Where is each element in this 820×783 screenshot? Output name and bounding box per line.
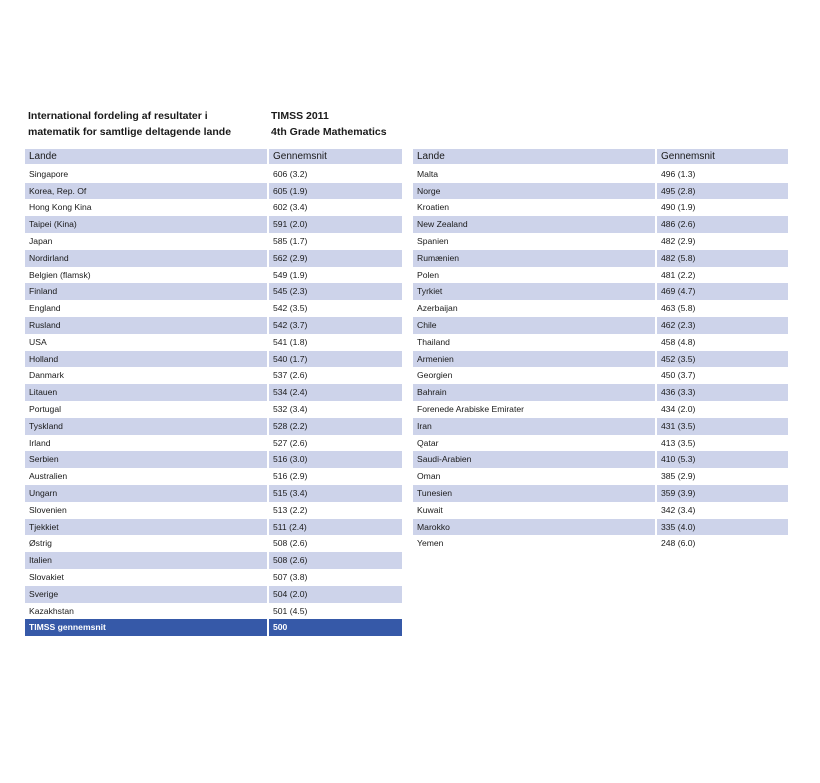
score-cell: 515 (3.4) [269, 485, 402, 502]
country-cell: Tyrkiet [413, 283, 655, 300]
score-cell: 549 (1.9) [269, 267, 402, 284]
table-row [25, 384, 402, 401]
score-cell: 482 (5.8) [657, 250, 788, 267]
country-cell: Marokko [413, 519, 655, 536]
table-row [413, 418, 788, 435]
study-line-1: TIMSS 2011 [271, 110, 329, 122]
country-cell: Iran [413, 418, 655, 435]
country-cell: Sverige [25, 586, 267, 603]
table-row [25, 502, 402, 519]
table-row [25, 233, 402, 250]
country-cell: Irland [25, 435, 267, 452]
country-cell: Kuwait [413, 502, 655, 519]
table-row [413, 216, 788, 233]
country-cell: Kroatien [413, 199, 655, 216]
score-cell: 605 (1.9) [269, 183, 402, 200]
score-cell: 452 (3.5) [657, 351, 788, 368]
table-row [25, 535, 402, 552]
table-row [413, 233, 788, 250]
table-row [413, 468, 788, 485]
country-cell: Hong Kong Kina [25, 199, 267, 216]
country-cell: Bahrain [413, 384, 655, 401]
table-row [413, 166, 788, 183]
country-cell: Azerbaijan [413, 300, 655, 317]
score-cell: 516 (2.9) [269, 468, 402, 485]
score-cell: 541 (1.8) [269, 334, 402, 351]
country-cell: Finland [25, 283, 267, 300]
document-title [28, 108, 258, 140]
table-row [25, 166, 402, 183]
country-cell: Thailand [413, 334, 655, 351]
table-row [413, 283, 788, 300]
country-cell: New Zealand [413, 216, 655, 233]
table-row [413, 485, 788, 502]
score-cell: 537 (2.6) [269, 367, 402, 384]
score-cell: 501 (4.5) [269, 603, 402, 620]
column-header-country: Lande [25, 149, 267, 164]
country-cell: Japan [25, 233, 267, 250]
table-row [413, 334, 788, 351]
country-cell: Forenede Arabiske Emirater [413, 401, 655, 418]
table-row [413, 519, 788, 536]
country-cell: Malta [413, 166, 655, 183]
score-cell: 606 (3.2) [269, 166, 402, 183]
score-cell: 542 (3.5) [269, 300, 402, 317]
country-cell: Tyskland [25, 418, 267, 435]
table-row [25, 334, 402, 351]
score-cell: 469 (4.7) [657, 283, 788, 300]
table-row [25, 401, 402, 418]
table-row [25, 569, 402, 586]
score-cell: 335 (4.0) [657, 519, 788, 536]
table-row [25, 283, 402, 300]
table-row [25, 519, 402, 536]
score-cell: 496 (1.3) [657, 166, 788, 183]
country-cell: Slovenien [25, 502, 267, 519]
country-cell: Spanien [413, 233, 655, 250]
score-cell: 413 (3.5) [657, 435, 788, 452]
country-cell: Georgien [413, 367, 655, 384]
country-cell: Kazakhstan [25, 603, 267, 620]
score-cell: 410 (5.3) [657, 451, 788, 468]
country-cell: Danmark [25, 367, 267, 384]
score-cell: 591 (2.0) [269, 216, 402, 233]
score-cell: 450 (3.7) [657, 367, 788, 384]
score-cell: 545 (2.3) [269, 283, 402, 300]
table-row [25, 552, 402, 569]
score-cell: 462 (2.3) [657, 317, 788, 334]
column-header-country: Lande [413, 149, 655, 164]
table-row [413, 199, 788, 216]
table-row [25, 351, 402, 368]
table-row [413, 502, 788, 519]
score-cell: 495 (2.8) [657, 183, 788, 200]
country-cell: Oman [413, 468, 655, 485]
score-cell: 602 (3.4) [269, 199, 402, 216]
country-cell: Rumænien [413, 250, 655, 267]
country-cell: Armenien [413, 351, 655, 368]
table-row [25, 199, 402, 216]
table-row [413, 183, 788, 200]
table-row [25, 183, 402, 200]
score-cell: 490 (1.9) [657, 199, 788, 216]
table-row [413, 367, 788, 384]
score-cell: 481 (2.2) [657, 267, 788, 284]
country-cell: Tunesien [413, 485, 655, 502]
country-cell: Yemen [413, 535, 655, 552]
country-cell: Tjekkiet [25, 519, 267, 536]
country-cell: Nordirland [25, 250, 267, 267]
results-table-right [413, 149, 788, 552]
country-cell: Slovakiet [25, 569, 267, 586]
column-header-mean: Gennemsnit [269, 149, 402, 164]
score-cell: 431 (3.5) [657, 418, 788, 435]
score-cell: 507 (3.8) [269, 569, 402, 586]
country-cell: Belgien (flamsk) [25, 267, 267, 284]
score-cell: 463 (5.8) [657, 300, 788, 317]
title-line-2: matematik for samtlige deltagende lande [28, 126, 232, 138]
total-label: TIMSS gennemsnit [25, 619, 267, 636]
country-cell: Chile [413, 317, 655, 334]
table-row [25, 250, 402, 267]
table-row [25, 300, 402, 317]
table-row [413, 435, 788, 452]
score-cell: 359 (3.9) [657, 485, 788, 502]
table-row [25, 367, 402, 384]
table-row [413, 401, 788, 418]
table-row [413, 317, 788, 334]
country-cell: USA [25, 334, 267, 351]
country-cell: Taipei (Kina) [25, 216, 267, 233]
total-row [25, 619, 402, 636]
score-cell: 508 (2.6) [269, 552, 402, 569]
table-row [413, 451, 788, 468]
table-row [25, 317, 402, 334]
country-cell: Serbien [25, 451, 267, 468]
country-cell: Singapore [25, 166, 267, 183]
score-cell: 385 (2.9) [657, 468, 788, 485]
country-cell: England [25, 300, 267, 317]
score-cell: 248 (6.0) [657, 535, 788, 552]
score-cell: 534 (2.4) [269, 384, 402, 401]
table-row [25, 468, 402, 485]
score-cell: 585 (1.7) [269, 233, 402, 250]
table-row [25, 216, 402, 233]
score-cell: 504 (2.0) [269, 586, 402, 603]
country-cell: Portugal [25, 401, 267, 418]
score-cell: 486 (2.6) [657, 216, 788, 233]
score-cell: 540 (1.7) [269, 351, 402, 368]
score-cell: 527 (2.6) [269, 435, 402, 452]
country-cell: Rusland [25, 317, 267, 334]
table-header [413, 149, 788, 164]
country-cell: Norge [413, 183, 655, 200]
table-row [25, 418, 402, 435]
table-row [413, 250, 788, 267]
score-cell: 436 (3.3) [657, 384, 788, 401]
score-cell: 532 (3.4) [269, 401, 402, 418]
table-row [25, 485, 402, 502]
table-row [413, 535, 788, 552]
results-table-left [25, 149, 402, 636]
table-header [25, 149, 402, 164]
score-cell: 434 (2.0) [657, 401, 788, 418]
country-cell: Qatar [413, 435, 655, 452]
table-row [25, 435, 402, 452]
table-row [413, 300, 788, 317]
score-cell: 511 (2.4) [269, 519, 402, 536]
country-cell: Østrig [25, 535, 267, 552]
country-cell: Holland [25, 351, 267, 368]
table-row [25, 451, 402, 468]
table-row [413, 351, 788, 368]
country-cell: Ungarn [25, 485, 267, 502]
table-row [25, 603, 402, 620]
score-cell: 458 (4.8) [657, 334, 788, 351]
country-cell: Polen [413, 267, 655, 284]
score-cell: 562 (2.9) [269, 250, 402, 267]
table-row [25, 586, 402, 603]
country-cell: Saudi-Arabien [413, 451, 655, 468]
country-cell: Litauen [25, 384, 267, 401]
study-title [271, 108, 431, 140]
table-row [413, 384, 788, 401]
table-row [25, 267, 402, 284]
country-cell: Australien [25, 468, 267, 485]
score-cell: 482 (2.9) [657, 233, 788, 250]
score-cell: 508 (2.6) [269, 535, 402, 552]
study-line-2: 4th Grade Mathematics [271, 126, 387, 138]
country-cell: Italien [25, 552, 267, 569]
score-cell: 516 (3.0) [269, 451, 402, 468]
score-cell: 542 (3.7) [269, 317, 402, 334]
score-cell: 513 (2.2) [269, 502, 402, 519]
total-score: 500 [269, 619, 402, 636]
score-cell: 528 (2.2) [269, 418, 402, 435]
country-cell: Korea, Rep. Of [25, 183, 267, 200]
title-line-1: International fordeling af resultater i [28, 110, 208, 122]
table-row [413, 267, 788, 284]
column-header-mean: Gennemsnit [657, 149, 788, 164]
score-cell: 342 (3.4) [657, 502, 788, 519]
